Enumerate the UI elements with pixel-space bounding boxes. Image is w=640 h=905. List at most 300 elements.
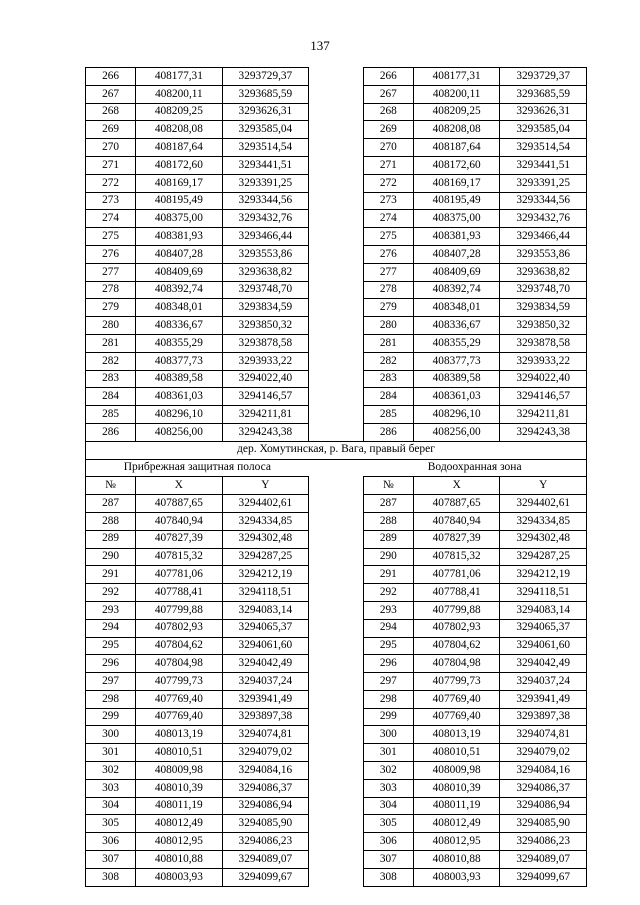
right-x-coordinate: 407802,93 [413,619,500,637]
right-y-coordinate: 3293432,76 [500,210,587,228]
right-x-coordinate: 408177,31 [413,68,500,86]
right-y-coordinate: 3294083,14 [500,601,587,619]
left-point-number: 266 [86,68,136,86]
right-x-coordinate: 408010,39 [413,779,500,797]
table-row [86,334,587,352]
left-x-coordinate: 407788,41 [136,584,223,602]
right-x-coordinate: 407799,88 [413,601,500,619]
right-point-number: 284 [363,388,413,406]
column-gap [309,317,364,335]
left-y-coordinate: 3293748,70 [222,281,309,299]
left-point-number: 304 [86,797,136,815]
table-row [86,317,587,335]
left-y-coordinate: 3293897,38 [222,708,309,726]
left-point-number: 289 [86,530,136,548]
right-y-coordinate: 3294065,37 [500,619,587,637]
left-x-coordinate: 408361,03 [136,388,223,406]
column-gap [309,851,364,869]
left-x-coordinate: 408296,10 [136,406,223,424]
column-gap [309,423,364,441]
table-row [86,121,587,139]
right-y-coordinate: 3293391,25 [500,174,587,192]
left-y-coordinate: 3293432,76 [222,210,309,228]
table-row [86,851,587,869]
right-point-number: 292 [363,584,413,602]
right-x-coordinate: 407840,94 [413,512,500,530]
left-y-coordinate: 3293585,04 [222,121,309,139]
right-y-coordinate: 3293933,22 [500,352,587,370]
right-point-number: 276 [363,245,413,263]
left-point-number: 274 [86,210,136,228]
column-gap [309,815,364,833]
table-row [86,762,587,780]
table-row [86,192,587,210]
right-x-coordinate: 408003,93 [413,868,500,886]
column-gap [309,139,364,157]
table-row [86,299,587,317]
right-y-coordinate: 3294042,49 [500,655,587,673]
right-y-coordinate: 3294022,40 [500,370,587,388]
right-point-number: 281 [363,334,413,352]
column-gap [309,601,364,619]
left-y-coordinate: 3293941,49 [222,690,309,708]
left-point-number: 288 [86,512,136,530]
left-y-coordinate: 3294118,51 [222,584,309,602]
right-point-number: 275 [363,228,413,246]
header-number: № [86,477,136,495]
left-y-coordinate: 3294334,85 [222,512,309,530]
right-y-coordinate: 3294086,37 [500,779,587,797]
left-point-number: 284 [86,388,136,406]
left-y-coordinate: 3294212,19 [222,566,309,584]
right-x-coordinate: 408195,49 [413,192,500,210]
right-x-coordinate: 408377,73 [413,352,500,370]
left-y-coordinate: 3293638,82 [222,263,309,281]
right-y-coordinate: 3294037,24 [500,673,587,691]
column-gap [309,708,364,726]
right-point-number: 304 [363,797,413,815]
column-gap [309,744,364,762]
left-y-coordinate: 3293514,54 [222,139,309,157]
right-x-coordinate: 407799,73 [413,673,500,691]
column-gap [309,406,364,424]
left-point-number: 283 [86,370,136,388]
column-gap [309,459,364,477]
left-y-coordinate: 3293729,37 [222,68,309,86]
right-point-number: 274 [363,210,413,228]
left-point-number: 301 [86,744,136,762]
left-y-coordinate: 3293466,44 [222,228,309,246]
right-x-coordinate: 408348,01 [413,299,500,317]
table-row [86,85,587,103]
right-x-coordinate: 407788,41 [413,584,500,602]
right-x-coordinate: 407815,32 [413,548,500,566]
left-point-number: 275 [86,228,136,246]
left-y-coordinate: 3293933,22 [222,352,309,370]
column-gap [309,334,364,352]
right-x-coordinate: 408009,98 [413,762,500,780]
left-x-coordinate: 407815,32 [136,548,223,566]
left-x-coordinate: 408200,11 [136,85,223,103]
left-point-number: 295 [86,637,136,655]
left-point-number: 290 [86,548,136,566]
right-point-number: 270 [363,139,413,157]
right-point-number: 303 [363,779,413,797]
right-y-coordinate: 3294212,19 [500,566,587,584]
column-gap [309,726,364,744]
right-point-number: 308 [363,868,413,886]
column-gap [309,174,364,192]
right-point-number: 278 [363,281,413,299]
left-x-coordinate: 408392,74 [136,281,223,299]
right-x-coordinate: 408200,11 [413,85,500,103]
column-gap [309,121,364,139]
right-y-coordinate: 3294085,90 [500,815,587,833]
table-row [86,566,587,584]
right-y-coordinate: 3293553,86 [500,245,587,263]
left-x-coordinate: 407804,62 [136,637,223,655]
right-point-number: 280 [363,317,413,335]
left-y-coordinate: 3294287,25 [222,548,309,566]
column-gap [309,512,364,530]
left-x-coordinate: 408187,64 [136,139,223,157]
right-y-coordinate: 3293441,51 [500,156,587,174]
left-zone-title: Прибрежная защитная полоса [86,459,309,477]
right-y-coordinate: 3293638,82 [500,263,587,281]
right-y-coordinate: 3294089,07 [500,851,587,869]
left-x-coordinate: 407887,65 [136,495,223,513]
column-gap [309,388,364,406]
left-x-coordinate: 408256,00 [136,423,223,441]
left-x-coordinate: 408010,39 [136,779,223,797]
left-x-coordinate: 408336,67 [136,317,223,335]
table-row [86,797,587,815]
table-row [86,530,587,548]
left-x-coordinate: 408409,69 [136,263,223,281]
right-point-number: 266 [363,68,413,86]
right-y-coordinate: 3293729,37 [500,68,587,86]
right-y-coordinate: 3294302,48 [500,530,587,548]
bottom-rows [86,495,587,887]
left-y-coordinate: 3294079,02 [222,744,309,762]
table-row [86,744,587,762]
left-y-coordinate: 3293344,56 [222,192,309,210]
left-point-number: 302 [86,762,136,780]
left-point-number: 271 [86,156,136,174]
column-gap [309,584,364,602]
left-x-coordinate: 408209,25 [136,103,223,121]
header-number: № [363,477,413,495]
right-y-coordinate: 3294211,81 [500,406,587,424]
header-y: Y [500,477,587,495]
right-point-number: 289 [363,530,413,548]
right-point-number: 268 [363,103,413,121]
right-x-coordinate: 408375,00 [413,210,500,228]
section-title: дер. Хомутинская, р. Вага, правый берег [86,441,587,459]
column-gap [309,210,364,228]
top-rows [86,68,587,442]
table-row [86,708,587,726]
left-x-coordinate: 407827,39 [136,530,223,548]
table-row [86,726,587,744]
column-gap [309,103,364,121]
column-gap [309,797,364,815]
left-y-coordinate: 3294243,38 [222,423,309,441]
table-row [86,263,587,281]
right-point-number: 293 [363,601,413,619]
right-point-number: 279 [363,299,413,317]
left-x-coordinate: 408381,93 [136,228,223,246]
left-x-coordinate: 407799,73 [136,673,223,691]
right-x-coordinate: 408208,08 [413,121,500,139]
right-x-coordinate: 408012,95 [413,833,500,851]
left-x-coordinate: 408348,01 [136,299,223,317]
table-row [86,868,587,886]
header-x: X [413,477,500,495]
right-point-number: 305 [363,815,413,833]
table-row [86,779,587,797]
column-gap [309,762,364,780]
right-point-number: 267 [363,85,413,103]
right-x-coordinate: 408381,93 [413,228,500,246]
right-x-coordinate: 408013,19 [413,726,500,744]
left-x-coordinate: 408010,88 [136,851,223,869]
left-y-coordinate: 3293626,31 [222,103,309,121]
column-gap [309,192,364,210]
left-y-coordinate: 3294086,23 [222,833,309,851]
left-y-coordinate: 3293391,25 [222,174,309,192]
right-y-coordinate: 3293685,59 [500,85,587,103]
right-point-number: 290 [363,548,413,566]
left-point-number: 293 [86,601,136,619]
right-x-coordinate: 407804,62 [413,637,500,655]
right-point-number: 307 [363,851,413,869]
table-row [86,655,587,673]
right-x-coordinate: 408010,51 [413,744,500,762]
left-y-coordinate: 3294086,94 [222,797,309,815]
right-y-coordinate: 3294079,02 [500,744,587,762]
right-y-coordinate: 3294061,60 [500,637,587,655]
left-x-coordinate: 408389,58 [136,370,223,388]
column-gap [309,352,364,370]
left-y-coordinate: 3294084,16 [222,762,309,780]
left-x-coordinate: 408003,93 [136,868,223,886]
left-point-number: 306 [86,833,136,851]
left-point-number: 308 [86,868,136,886]
header-y: Y [222,477,309,495]
right-y-coordinate: 3294243,38 [500,423,587,441]
left-y-coordinate: 3294042,49 [222,655,309,673]
right-x-coordinate: 408010,88 [413,851,500,869]
column-gap [309,566,364,584]
column-gap [309,245,364,263]
right-y-coordinate: 3294074,81 [500,726,587,744]
left-y-coordinate: 3294099,67 [222,868,309,886]
left-x-coordinate: 408375,00 [136,210,223,228]
right-x-coordinate: 408407,28 [413,245,500,263]
left-point-number: 270 [86,139,136,157]
right-x-coordinate: 408361,03 [413,388,500,406]
table-row [86,690,587,708]
table-row [86,619,587,637]
table-row [86,637,587,655]
left-y-coordinate: 3293850,32 [222,317,309,335]
column-gap [309,655,364,673]
column-gap [309,673,364,691]
left-x-coordinate: 407769,40 [136,690,223,708]
right-point-number: 299 [363,708,413,726]
right-point-number: 295 [363,637,413,655]
right-y-coordinate: 3293748,70 [500,281,587,299]
right-x-coordinate: 408336,67 [413,317,500,335]
right-y-coordinate: 3293834,59 [500,299,587,317]
right-x-coordinate: 408296,10 [413,406,500,424]
table-row [86,406,587,424]
right-x-coordinate: 408169,17 [413,174,500,192]
section-header [86,441,587,494]
table-row [86,352,587,370]
left-point-number: 269 [86,121,136,139]
right-point-number: 301 [363,744,413,762]
right-point-number: 285 [363,406,413,424]
left-y-coordinate: 3294074,81 [222,726,309,744]
right-point-number: 271 [363,156,413,174]
right-point-number: 283 [363,370,413,388]
left-point-number: 272 [86,174,136,192]
table-row [86,210,587,228]
left-point-number: 285 [86,406,136,424]
right-zone-title: Водоохранная зона [363,459,586,477]
right-x-coordinate: 408409,69 [413,263,500,281]
right-y-coordinate: 3294146,57 [500,388,587,406]
left-y-coordinate: 3294037,24 [222,673,309,691]
column-gap [309,548,364,566]
right-y-coordinate: 3293850,32 [500,317,587,335]
right-x-coordinate: 407887,65 [413,495,500,513]
right-x-coordinate: 408209,25 [413,103,500,121]
right-point-number: 300 [363,726,413,744]
table-row [86,512,587,530]
right-x-coordinate: 408187,64 [413,139,500,157]
right-y-coordinate: 3293514,54 [500,139,587,157]
right-x-coordinate: 408392,74 [413,281,500,299]
column-gap [309,868,364,886]
left-y-coordinate: 3294083,14 [222,601,309,619]
right-point-number: 302 [363,762,413,780]
left-point-number: 299 [86,708,136,726]
left-point-number: 298 [86,690,136,708]
right-point-number: 272 [363,174,413,192]
left-point-number: 282 [86,352,136,370]
left-point-number: 278 [86,281,136,299]
left-x-coordinate: 408177,31 [136,68,223,86]
column-gap [309,637,364,655]
right-x-coordinate: 408172,60 [413,156,500,174]
left-y-coordinate: 3293878,58 [222,334,309,352]
column-gap [309,68,364,86]
table-row [86,495,587,513]
right-y-coordinate: 3294099,67 [500,868,587,886]
table-row [86,833,587,851]
left-x-coordinate: 408009,98 [136,762,223,780]
left-x-coordinate: 408377,73 [136,352,223,370]
left-x-coordinate: 408013,19 [136,726,223,744]
right-y-coordinate: 3294118,51 [500,584,587,602]
table-row [86,815,587,833]
column-gap [309,530,364,548]
left-point-number: 305 [86,815,136,833]
left-x-coordinate: 408195,49 [136,192,223,210]
left-point-number: 279 [86,299,136,317]
left-y-coordinate: 3294086,37 [222,779,309,797]
table-row [86,673,587,691]
left-point-number: 296 [86,655,136,673]
left-y-coordinate: 3293441,51 [222,156,309,174]
column-gap [309,281,364,299]
left-x-coordinate: 408010,51 [136,744,223,762]
left-y-coordinate: 3294146,57 [222,388,309,406]
left-y-coordinate: 3293834,59 [222,299,309,317]
right-point-number: 273 [363,192,413,210]
left-x-coordinate: 407799,88 [136,601,223,619]
table-row [86,156,587,174]
left-y-coordinate: 3293553,86 [222,245,309,263]
table-row [86,584,587,602]
left-x-coordinate: 408172,60 [136,156,223,174]
right-y-coordinate: 3293878,58 [500,334,587,352]
left-point-number: 307 [86,851,136,869]
right-point-number: 294 [363,619,413,637]
right-x-coordinate: 408389,58 [413,370,500,388]
left-y-coordinate: 3294302,48 [222,530,309,548]
right-y-coordinate: 3294086,94 [500,797,587,815]
column-gap [309,495,364,513]
left-point-number: 286 [86,423,136,441]
table-row [86,281,587,299]
column-gap [309,833,364,851]
page-number: 137 [310,38,330,53]
table-row [86,388,587,406]
left-x-coordinate: 408355,29 [136,334,223,352]
table-row [86,548,587,566]
column-gap [309,370,364,388]
left-point-number: 273 [86,192,136,210]
column-gap [309,690,364,708]
table-row [86,228,587,246]
right-point-number: 291 [363,566,413,584]
right-point-number: 287 [363,495,413,513]
left-point-number: 268 [86,103,136,121]
left-x-coordinate: 407840,94 [136,512,223,530]
left-point-number: 280 [86,317,136,335]
left-y-coordinate: 3294211,81 [222,406,309,424]
right-point-number: 298 [363,690,413,708]
left-x-coordinate: 408169,17 [136,174,223,192]
left-point-number: 300 [86,726,136,744]
left-x-coordinate: 408011,19 [136,797,223,815]
table-row [86,174,587,192]
left-y-coordinate: 3294061,60 [222,637,309,655]
left-y-coordinate: 3294089,07 [222,851,309,869]
right-y-coordinate: 3294086,23 [500,833,587,851]
table-row [86,139,587,157]
right-point-number: 269 [363,121,413,139]
column-gap [309,779,364,797]
left-point-number: 276 [86,245,136,263]
left-point-number: 281 [86,334,136,352]
right-y-coordinate: 3294334,85 [500,512,587,530]
left-y-coordinate: 3294022,40 [222,370,309,388]
